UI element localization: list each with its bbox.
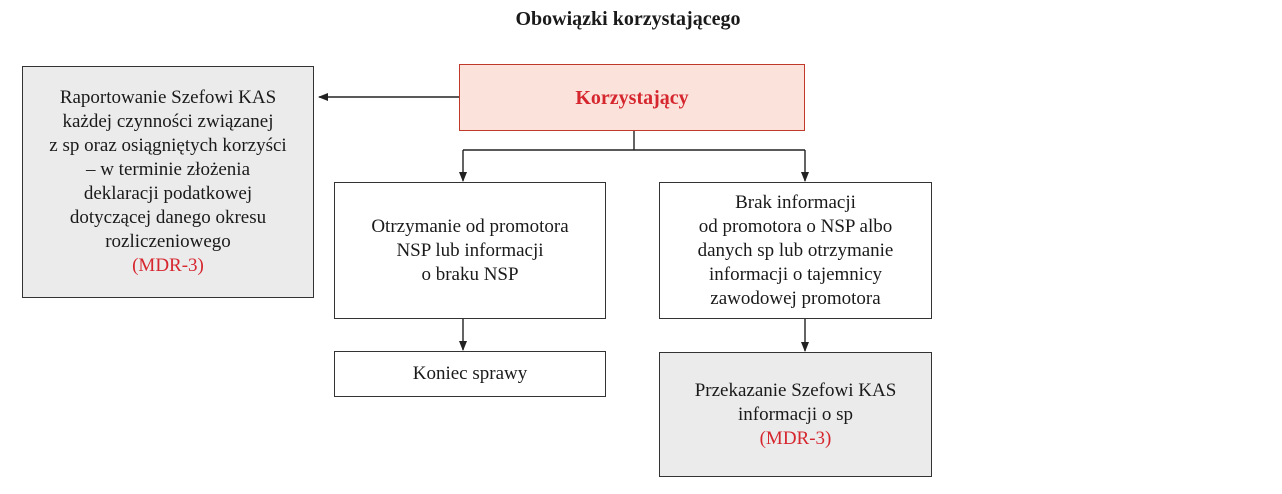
node-korzystajacy-label: Korzystający [575,86,689,109]
node-raportowanie [22,66,314,298]
node-korzystajacy [459,64,805,131]
node-raportowanie-line: deklaracji podatkowej [83,183,253,204]
node-otrzymanie-line: o braku NSP [421,263,519,285]
node-przekazanie-line: informacji o sp [737,403,854,425]
node-przekazanie-form: (MDR-3) [759,427,832,449]
node-otrzymanie [334,182,606,319]
node-brak-informacji-line: zawodowej promotora [710,287,881,309]
node-otrzymanie-line: Otrzymanie od promotora [371,215,569,237]
node-raportowanie-line: – w terminie złożenia [85,159,251,180]
node-raportowanie-line: Raportowanie Szefowi KAS [59,87,277,108]
node-raportowanie-form: (MDR-3) [132,255,204,276]
node-raportowanie-line: z sp oraz osiągniętych korzyści [49,135,287,156]
node-brak-informacji [659,182,932,319]
node-brak-informacji-line: danych sp lub otrzymanie [697,239,894,261]
node-raportowanie-line: każdej czynności związanej [62,111,274,132]
node-przekazanie-line: Przekazanie Szefowi KAS [694,379,897,401]
node-raportowanie-line: rozliczeniowego [105,231,231,252]
node-przekazanie [659,352,932,477]
diagram-title: Obowiązki korzystającego [515,8,741,30]
node-koniec-sprawy-label: Koniec sprawy [412,363,528,384]
node-otrzymanie-line: NSP lub informacji [396,239,544,261]
node-brak-informacji-line: od promotora o NSP albo [698,215,893,237]
node-brak-informacji-line: informacji o tajemnicy [708,263,883,285]
node-brak-informacji-line: Brak informacji [735,191,856,213]
node-koniec-sprawy [334,351,606,397]
node-raportowanie-line: dotyczącej danego okresu [69,207,267,228]
